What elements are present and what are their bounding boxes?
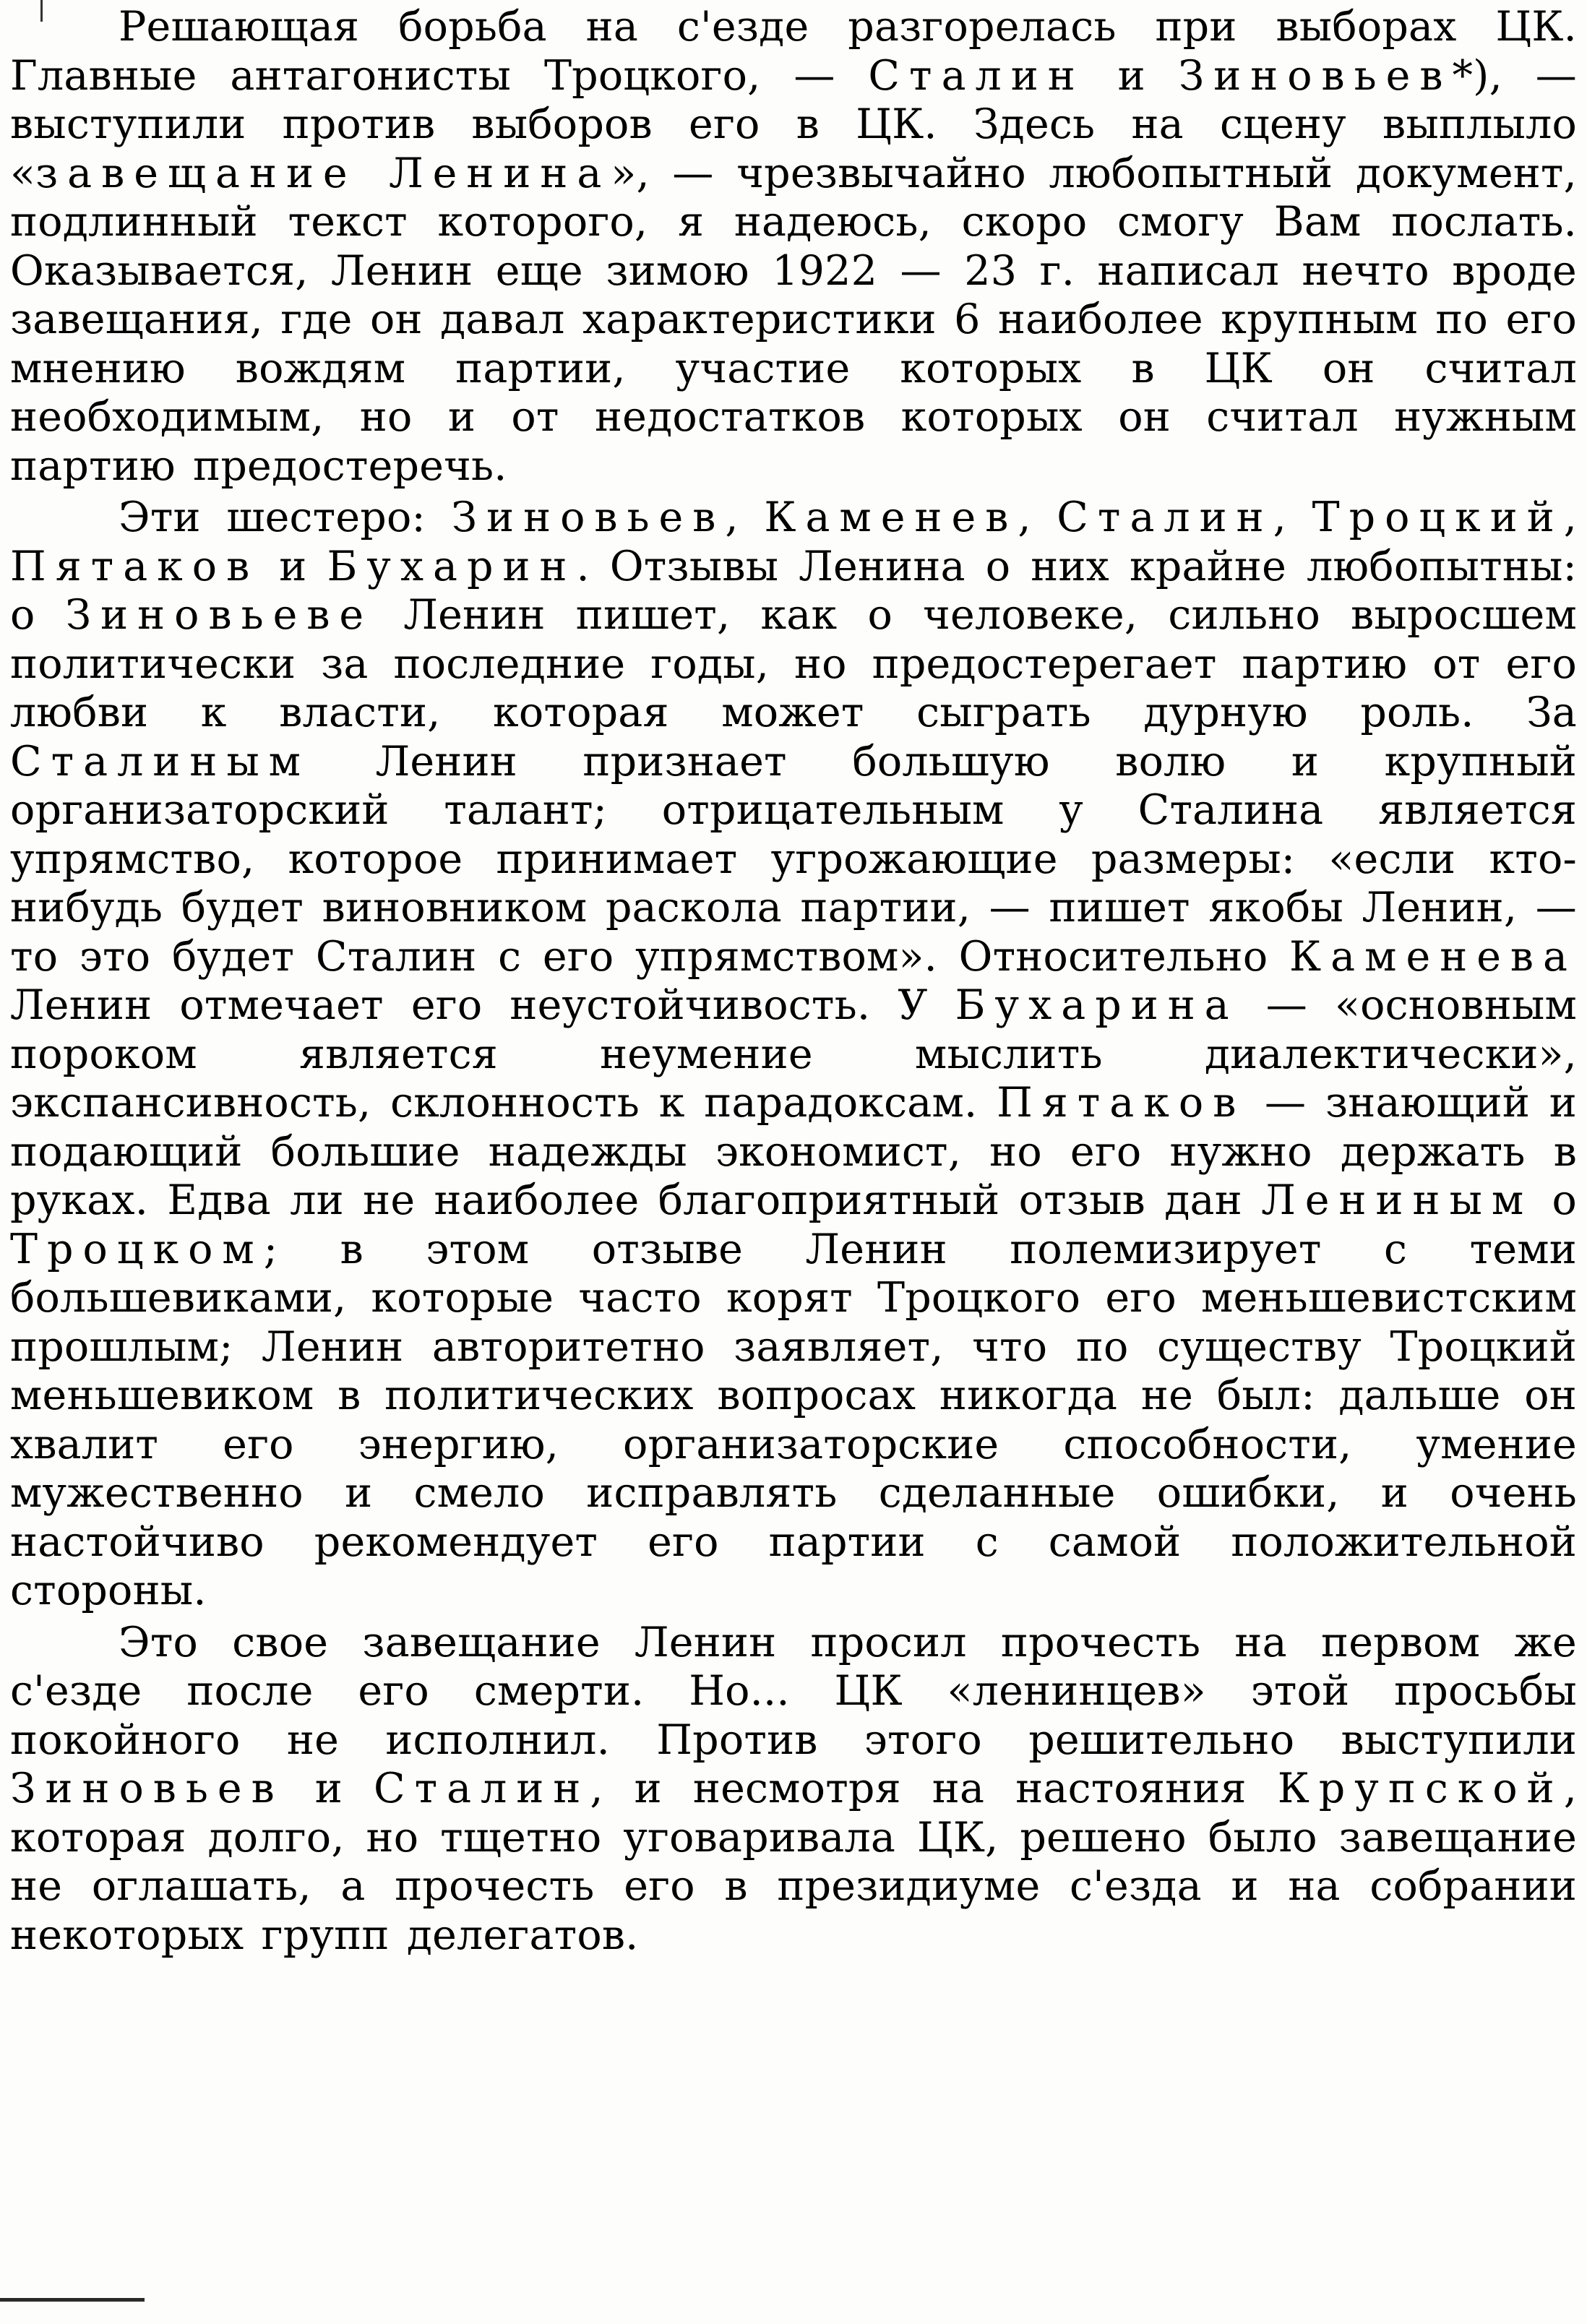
spaced-name: Бухарина [955, 981, 1239, 1029]
spaced-name: Пятаков [10, 542, 259, 590]
text-run: », — чрезвычайно любопытный документ, подлинный текст которого, я надеюсь, скоро смогу Вам послать. Оказывается, Ленин еще зимою 1922 — 23 г. написал нечто вроде завещания, где он давал характеристики 6 наиболее крупным по его мнению вождям партии, участие которых в ЦК он считал необходимым, но и от недостатков которых он считал нужным партию предостеречь. [10, 149, 1577, 490]
spaced-name: Зиновьев [1178, 51, 1453, 100]
spaced-name: Зиновьев [451, 494, 726, 541]
spaced-name: Зиновьеве [65, 591, 374, 639]
text-run: , [1018, 494, 1057, 541]
text-run: . Отзывы Ленина о них крайне любопытны: о [10, 542, 1577, 639]
text-run: — «основным пороком является неумение мыслить диалектически», экспансивность, склонность к парадоксам. [10, 981, 1578, 1127]
text-run: *), — выступили против выборов его в ЦК. Здесь на сцену выплыло « [10, 51, 1578, 197]
text-run: Эти шестеро: [119, 494, 452, 541]
spaced-name: Сталин [374, 1765, 590, 1812]
text-run: Решающая борьба на с'езде разгорелась при выборах ЦК. Главные антагонисты Троцкого, — [10, 3, 1577, 100]
spaced-name: завещание Ленина [35, 149, 611, 197]
text-run: , [1563, 494, 1578, 541]
text-run: , и несмотря на настояния [590, 1765, 1278, 1812]
spaced-name: Пятаков [997, 1079, 1246, 1127]
text-run: Ленин отмечает его неустойчивость. У [10, 981, 955, 1029]
text-run: — знающий и подающий большие надежды экономист, но его нужно держать в руках. Едва ли не наиболее благоприятный отзыв дан [10, 1079, 1577, 1224]
spaced-name: Крупской [1277, 1765, 1564, 1812]
paragraph-2 [10, 494, 1577, 1616]
text-run: Ленин пишет, как о человеке, сильно выросшем политически за последние годы, но предостерегает партию от его любви к власти, которая может сыграть дурную роль. За [10, 591, 1577, 736]
text-run: и [1084, 51, 1179, 100]
paragraph-1 [10, 3, 1577, 491]
text-run: ; в этом отзыве Ленин полемизирует с теми большевиками, которые часто корят Троцкого его меньшевистским прошлым; Ленин авторитетно заявляет, что по существу Троцкий меньшевиком в политических вопросах никогда не был: дальше он хвалит его энергию, организаторские способности, умение мужественно и смело исправлять сделанные ошибки, и очень настойчиво рекомендует его партии с самой положительной стороны. [10, 1225, 1577, 1614]
text-run: , [725, 494, 765, 541]
footnote-rule [0, 2298, 145, 2302]
spaced-name: Сталиным [10, 737, 311, 786]
spaced-name: Каменева [1289, 932, 1577, 981]
spaced-name: Лениным [1261, 1176, 1534, 1224]
text-run: , [1273, 494, 1312, 541]
spaced-name: Сталин [868, 51, 1085, 100]
text-run: Это свое завещание Ленин просил прочесть на первом же с'езде после его смерти. Но... ЦК «ленинцев» этой просьбы покойного не исполнил. Против этого решительно выступили [10, 1618, 1577, 1764]
spaced-name: Зиновьев [10, 1765, 284, 1812]
spaced-name: Каменев [764, 494, 1018, 541]
spaced-name: Троцком [10, 1225, 264, 1273]
paragraph-3 [10, 1619, 1577, 1961]
text-run: о [1533, 1176, 1577, 1224]
spaced-name: Бухарин [327, 542, 577, 590]
text-run: Ленин признает большую волю и крупный организаторский талант; отрицательным у Сталина является упрямство, которое принимает угрожающие размеры: «если кто-нибудь будет виновником раскола партии, — пишет якобы Ленин, — то это будет Сталин с его упрямством». Относительно [10, 737, 1577, 981]
text-run: и [283, 1765, 374, 1812]
spaced-name: Троцкий [1312, 494, 1564, 541]
text-run: , которая долго, но тщетно уговаривала ЦК, решено было завещание не оглашать, а прочесть его в президиуме с'езда и на собрании некоторых групп делегатов. [10, 1765, 1578, 1959]
text-run: и [259, 542, 327, 590]
text-column [10, 3, 1577, 1960]
spaced-name: Сталин [1057, 494, 1273, 541]
